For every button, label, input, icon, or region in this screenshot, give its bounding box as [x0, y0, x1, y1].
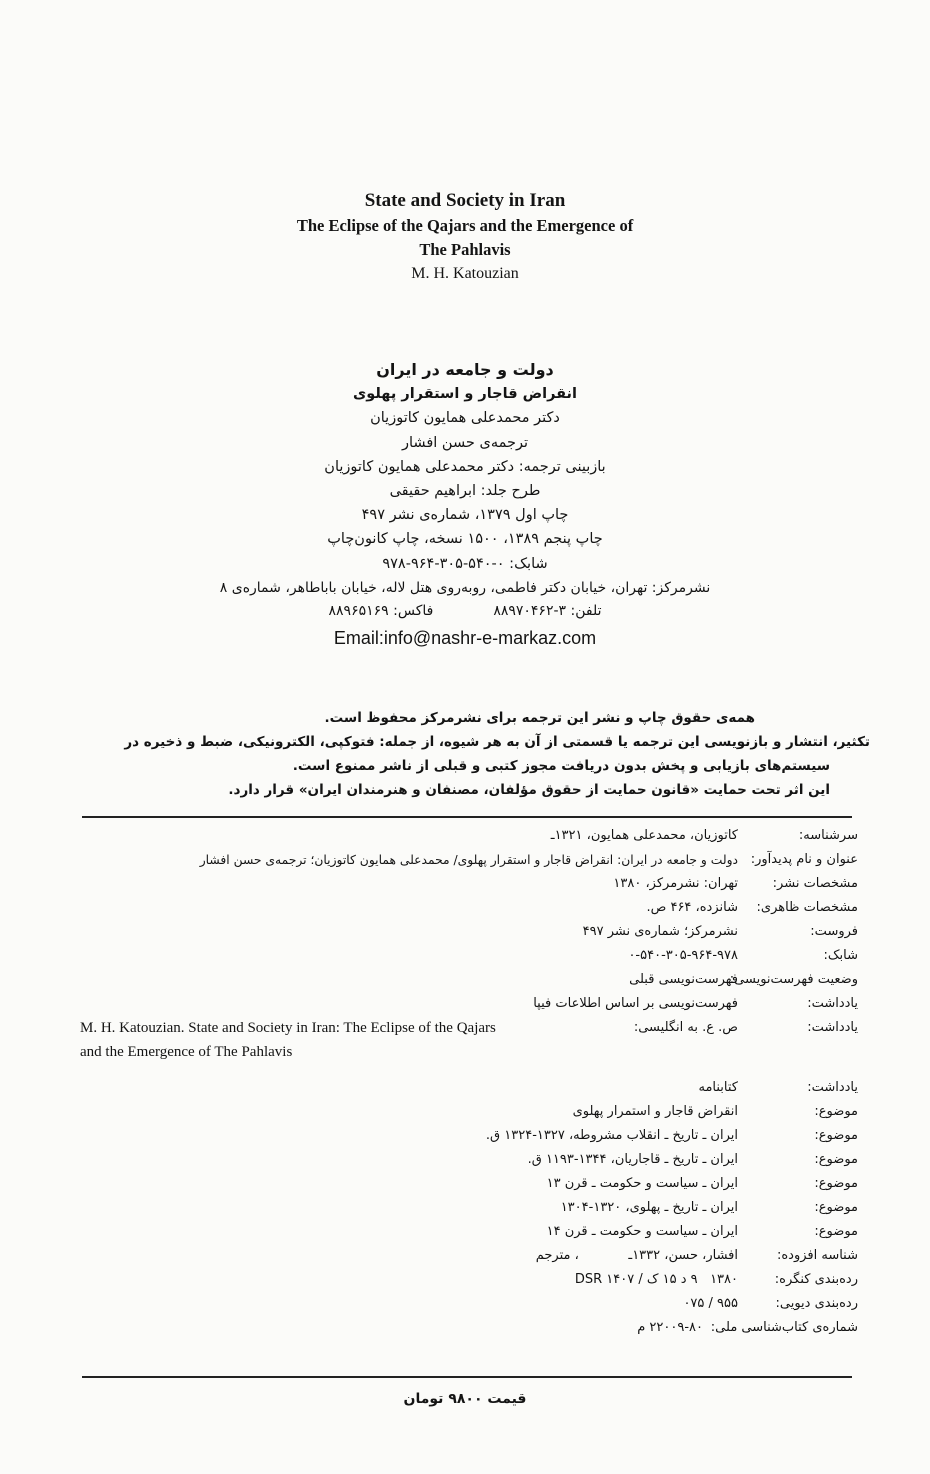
catalog-value: کتابنامه: [698, 1080, 738, 1095]
catalog-label: موضوع:: [814, 1224, 858, 1239]
english-title-note: M. H. Katouzian. State and Society in Iran: The Eclipse of the Qajars and the Emergence of The Pahlavis: [80, 1020, 496, 1060]
persian-author: دکتر محمدعلی همایون کاتوزیان: [370, 410, 560, 427]
catalog-row: [80, 1172, 858, 1196]
catalog-value: شانزده، ۴۶۴ ص.: [646, 900, 738, 915]
catalog-row: [80, 1316, 858, 1340]
catalog-row: [80, 1196, 858, 1220]
rights-line: این اثر تحت حمایت «قانون حمایت از حقوق مؤلفان، مصنفان و هنرمندان ایران» قرار دارد.: [228, 782, 830, 798]
catalog-value: ایران ـ تاریخ ـ پهلوی، ۱۳۲۰-۱۳۰۴: [560, 1200, 738, 1215]
catalog-value: افشار، حسن، ۱۳۳۲ـ ، مترجم: [535, 1248, 738, 1263]
cataloging-record: [80, 824, 858, 1340]
catalog-value: ۱۳۸۰ ۹ د ۱۵ ک / DSR ۱۴۰۷: [574, 1272, 738, 1287]
catalog-row: [80, 872, 858, 896]
copyright-notice: [124, 706, 870, 802]
persian-fifth-print: چاپ پنجم ۱۳۸۹، ۱۵۰۰ نسخه، چاپ کانون‌چاپ: [327, 531, 603, 548]
english-title-block: [0, 188, 930, 286]
rights-line: سیستم‌های بازیابی و پخش بدون دریافت مجوز کتبی و قبلی از ناشر ممنوع است.: [292, 758, 830, 774]
catalog-row-english-note: [80, 1016, 858, 1066]
fax-number: فاکس: ۸۸۹۶۵۱۶۹: [328, 603, 434, 620]
persian-translator: ترجمه‌ی حسن افشار: [402, 434, 528, 451]
catalog-label: شماره‌ی کتاب‌شناسی ملی:: [710, 1320, 858, 1335]
catalog-value: ایران ـ تاریخ ـ انقلاب مشروطه، ۱۳۲۷-۱۳۲۴ ق.: [485, 1128, 738, 1143]
persian-title-block: [140, 358, 790, 653]
persian-cover-design: طرح جلد: ابراهیم حقیقی: [389, 483, 541, 500]
english-title: State and Society in Iran: [364, 190, 566, 211]
catalog-value: ۰-۵۴۰-۳۰۵-۹۶۴-۹۷۸: [628, 948, 738, 963]
catalog-value: تهران: نشرمرکز، ۱۳۸۰: [613, 876, 738, 891]
english-author: M. H. Katouzian: [411, 265, 519, 282]
catalog-label: موضوع:: [814, 1176, 858, 1191]
catalog-value: دولت و جامعه در ایران: انقراض قاجار و استقرار پهلوی/ محمدعلی همایون کاتوزیان؛ ترجمه‌ی حسن افشار: [199, 853, 738, 867]
catalog-row: [80, 968, 858, 992]
english-subtitle-line1: The Eclipse of the Qajars and the Emergence of: [296, 216, 634, 235]
catalog-value: ص. ع. به انگلیسی:: [633, 1020, 738, 1035]
email-address: Email:info@nashr-e-markaz.com: [333, 628, 597, 649]
catalog-row: [80, 1076, 858, 1100]
catalog-row: [80, 992, 858, 1016]
catalog-value: کاتوزیان، محمدعلی همایون، ۱۳۲۱ـ: [550, 828, 738, 843]
catalog-row: [80, 824, 858, 848]
catalog-label: یادداشت:: [807, 1020, 858, 1035]
persian-review: بازبینی ترجمه: دکتر محمدعلی همایون کاتوزیان: [324, 458, 606, 475]
catalog-row: [80, 1268, 858, 1292]
catalog-label: رده‌بندی کنگره:: [774, 1272, 858, 1287]
catalog-label: سرشناسه:: [798, 828, 858, 843]
catalog-label: موضوع:: [814, 1200, 858, 1215]
catalog-label: فروست:: [810, 924, 858, 939]
catalog-value: انقراض قاجار و استمرار پهلوی: [572, 1104, 738, 1119]
persian-isbn: شابک: ۰-۵۴۰-۳۰۵-۹۶۴-۹۷۸: [382, 555, 548, 572]
rights-line: همه‌ی حقوق چاپ و نشر این ترجمه برای نشرمرکز محفوظ است.: [324, 710, 755, 726]
publisher-address: نشرمرکز: تهران، خیابان دکتر فاطمی، روبه‌روی هتل لاله، خیابان باباطاهر، شماره‌ی ۸: [219, 579, 711, 596]
catalog-value: ایران ـ تاریخ ـ قاجاریان، ۱۳۴۴-۱۱۹۳ ق.: [527, 1152, 738, 1167]
persian-first-print: چاپ اول ۱۳۷۹، شماره‌ی نشر ۴۹۷: [361, 507, 569, 524]
catalog-label: یادداشت:: [807, 1080, 858, 1095]
catalog-value: ۲۲۰۰۹-۸۰ م: [637, 1320, 703, 1335]
catalog-value: ۹۵۵ / ۰۷۵: [683, 1296, 738, 1311]
catalog-value: ایران ـ سیاست و حکومت ـ قرن ۱۳: [546, 1176, 738, 1191]
catalog-label: رده‌بندی دیویی:: [775, 1296, 858, 1311]
catalog-row: [80, 1292, 858, 1316]
phone-number: تلفن: ۳-۸۸۹۷۰۴۶۲: [493, 603, 602, 620]
catalog-row: [80, 944, 858, 968]
catalog-label: شابک:: [823, 948, 858, 963]
catalog-row: [80, 1220, 858, 1244]
divider-top: [82, 816, 852, 818]
catalog-row: [80, 1100, 858, 1124]
catalog-label: موضوع:: [814, 1128, 858, 1143]
price-label: قیمت ۹۸۰۰ تومان: [403, 1391, 527, 1407]
catalog-label: عنوان و نام پدیدآور:: [750, 852, 858, 867]
catalog-row: [80, 896, 858, 920]
catalog-row: [80, 1148, 858, 1172]
persian-title: دولت و جامعه در ایران: [376, 360, 554, 379]
catalog-row: [80, 920, 858, 944]
catalog-row: [80, 1124, 858, 1148]
persian-subtitle: انقراض قاجار و استقرار پهلوی: [353, 386, 577, 403]
catalog-row: [80, 848, 858, 872]
catalog-label: وضعیت فهرست‌نویسی:: [729, 972, 858, 987]
rights-line: تکثیر، انتشار و بازنویسی این ترجمه یا قسمتی از آن به هر شیوه، از جمله: فتوکپی، الکترونیکی، ضبط و ذخیره در: [124, 734, 870, 750]
catalog-label: موضوع:: [814, 1104, 858, 1119]
english-subtitle-line2: The Pahlavis: [419, 240, 511, 259]
divider-bottom: [82, 1376, 852, 1378]
catalog-value: فهرست‌نویسی بر اساس اطلاعات فیپا: [533, 996, 738, 1011]
catalog-label: شناسه افزوده:: [776, 1248, 858, 1263]
contact-line: [140, 600, 790, 623]
catalog-row: [80, 1244, 858, 1268]
catalog-label: یادداشت:: [807, 996, 858, 1011]
catalog-value: ایران ـ سیاست و حکومت ـ قرن ۱۴: [546, 1224, 738, 1239]
catalog-label: مشخصات نشر:: [772, 876, 858, 891]
catalog-label: موضوع:: [814, 1152, 858, 1167]
catalog-value: نشرمرکز؛ شماره‌ی نشر ۴۹۷: [582, 924, 738, 939]
catalog-label: مشخصات ظاهری:: [756, 900, 858, 915]
catalog-value: فهرست‌نویسی قبلی: [629, 972, 738, 987]
